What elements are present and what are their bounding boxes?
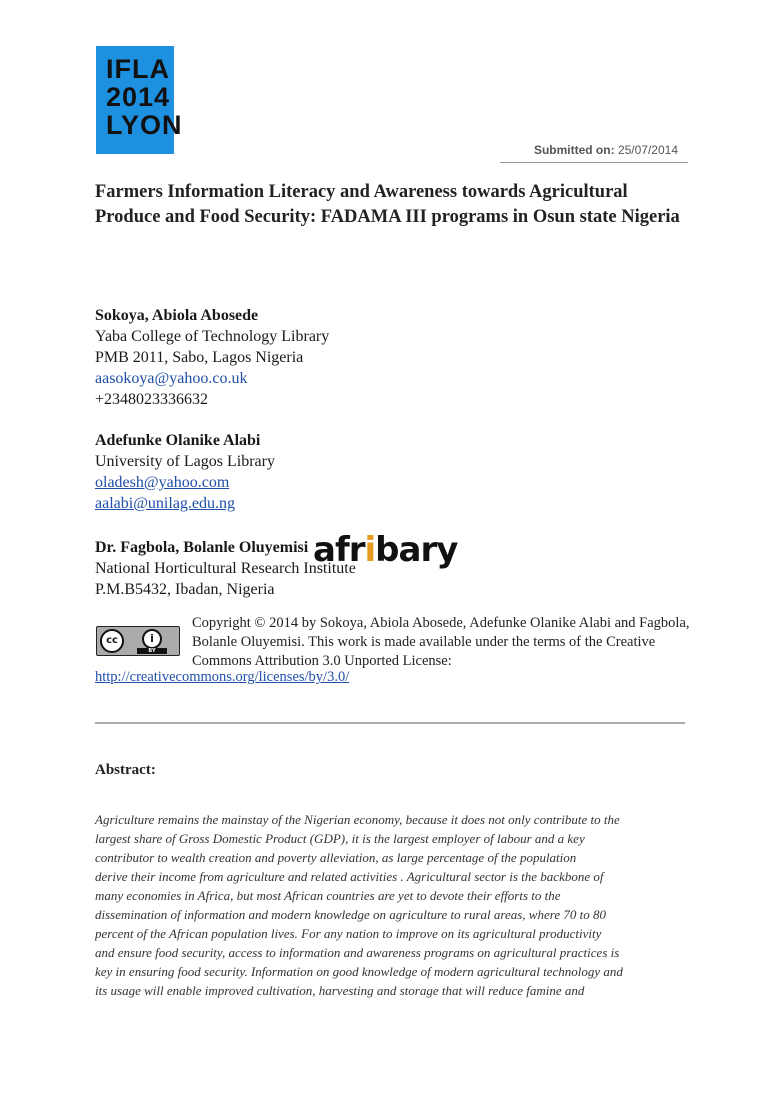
- abstract-line: many economies in Africa, but most African countries are yet to devote their efforts to the: [95, 888, 561, 903]
- author-block-1: [95, 305, 695, 410]
- author-block-2: [95, 430, 695, 514]
- creative-commons-badge: [96, 626, 180, 656]
- watermark-accent: i: [364, 530, 376, 570]
- logo-line: 2014: [106, 82, 171, 112]
- abstract-line: its usage will enable improved cultivation, harvesting and storage that will reduce famine and: [95, 983, 585, 998]
- author-email-link[interactable]: aasokoya@yahoo.co.uk: [95, 370, 248, 387]
- submitted-on: [534, 143, 678, 157]
- abstract-line: key in ensuring food security. Information on good knowledge of modern agricultural technology and: [95, 964, 623, 979]
- author-affiliation: University of Lagos Library: [95, 453, 275, 470]
- submitted-label: Submitted on:: [533, 143, 615, 157]
- attribution-icon: i: [142, 629, 162, 649]
- afribary-watermark-logo: [313, 530, 457, 570]
- abstract-line: derive their income from agriculture and related activities . Agricultural sector is the backbone of: [95, 869, 604, 884]
- author-name: Sokoya, Abiola Abosede: [95, 307, 259, 324]
- author-address: PMB 2011, Sabo, Lagos Nigeria: [95, 349, 304, 366]
- watermark-text: bary: [375, 530, 458, 570]
- abstract-line: and ensure food security, access to information and awareness programs on agricultural practices is: [95, 945, 620, 960]
- author-affiliation: Yaba College of Technology Library: [95, 328, 330, 345]
- paper-title: Farmers Information Literacy and Awareness towards Agricultural Produce and Food Security: FADAMA III programs in Osun state Nigeria: [95, 182, 680, 227]
- header-divider: [500, 162, 688, 163]
- abstract-line: percent of the African population lives. For any nation to improve on its agricultural productivity: [95, 926, 602, 941]
- abstract-heading: Abstract:: [95, 762, 156, 778]
- author-affiliation: National Horticultural Research Institute: [95, 560, 356, 577]
- abstract-line: Agriculture remains the mainstay of the Nigerian economy, because it does not only contribute to the: [95, 812, 620, 827]
- author-name: Dr. Fagbola, Bolanle Oluyemisi: [95, 539, 309, 556]
- cc-icon: cc: [100, 629, 124, 653]
- ifla-2014-lyon-logo: [96, 46, 183, 154]
- by-label: BY: [137, 648, 167, 654]
- author-email-link[interactable]: aalabi@unilag.edu.ng: [95, 495, 236, 512]
- logo-line: LYON: [106, 110, 183, 140]
- watermark-text: afr: [313, 530, 365, 570]
- abstract-line: dissemination of information and modern knowledge on agriculture to rural areas, where 70 to 80: [95, 907, 606, 922]
- license-link[interactable]: http://creativecommons.org/licenses/by/3.0/: [95, 669, 350, 685]
- submitted-date: 25/07/2014: [617, 143, 678, 157]
- logo-line: IFLA: [106, 54, 170, 84]
- author-name: Adefunke Olanike Alabi: [95, 432, 261, 449]
- author-phone: +2348023336632: [95, 391, 209, 408]
- copyright-notice: Copyright © 2014 by Sokoya, Abiola Abosede, Adefunke Olanike Alabi and Fagbola, Bolanle Oluyemisi. This work is made available under the terms of the Creative Commons Attribution 3.0 Unported License:: [192, 615, 690, 669]
- abstract-text: [95, 810, 695, 1000]
- section-divider: [95, 722, 685, 724]
- author-address: P.M.B5432, Ibadan, Nigeria: [95, 581, 275, 598]
- abstract-line: contributor to wealth creation and poverty alleviation, as large percentage of the population: [95, 850, 577, 865]
- abstract-line: largest share of Gross Domestic Product (GDP), it is the largest employer of labour and a key: [95, 831, 585, 846]
- author-email-link[interactable]: oladesh@yahoo.com: [95, 474, 230, 491]
